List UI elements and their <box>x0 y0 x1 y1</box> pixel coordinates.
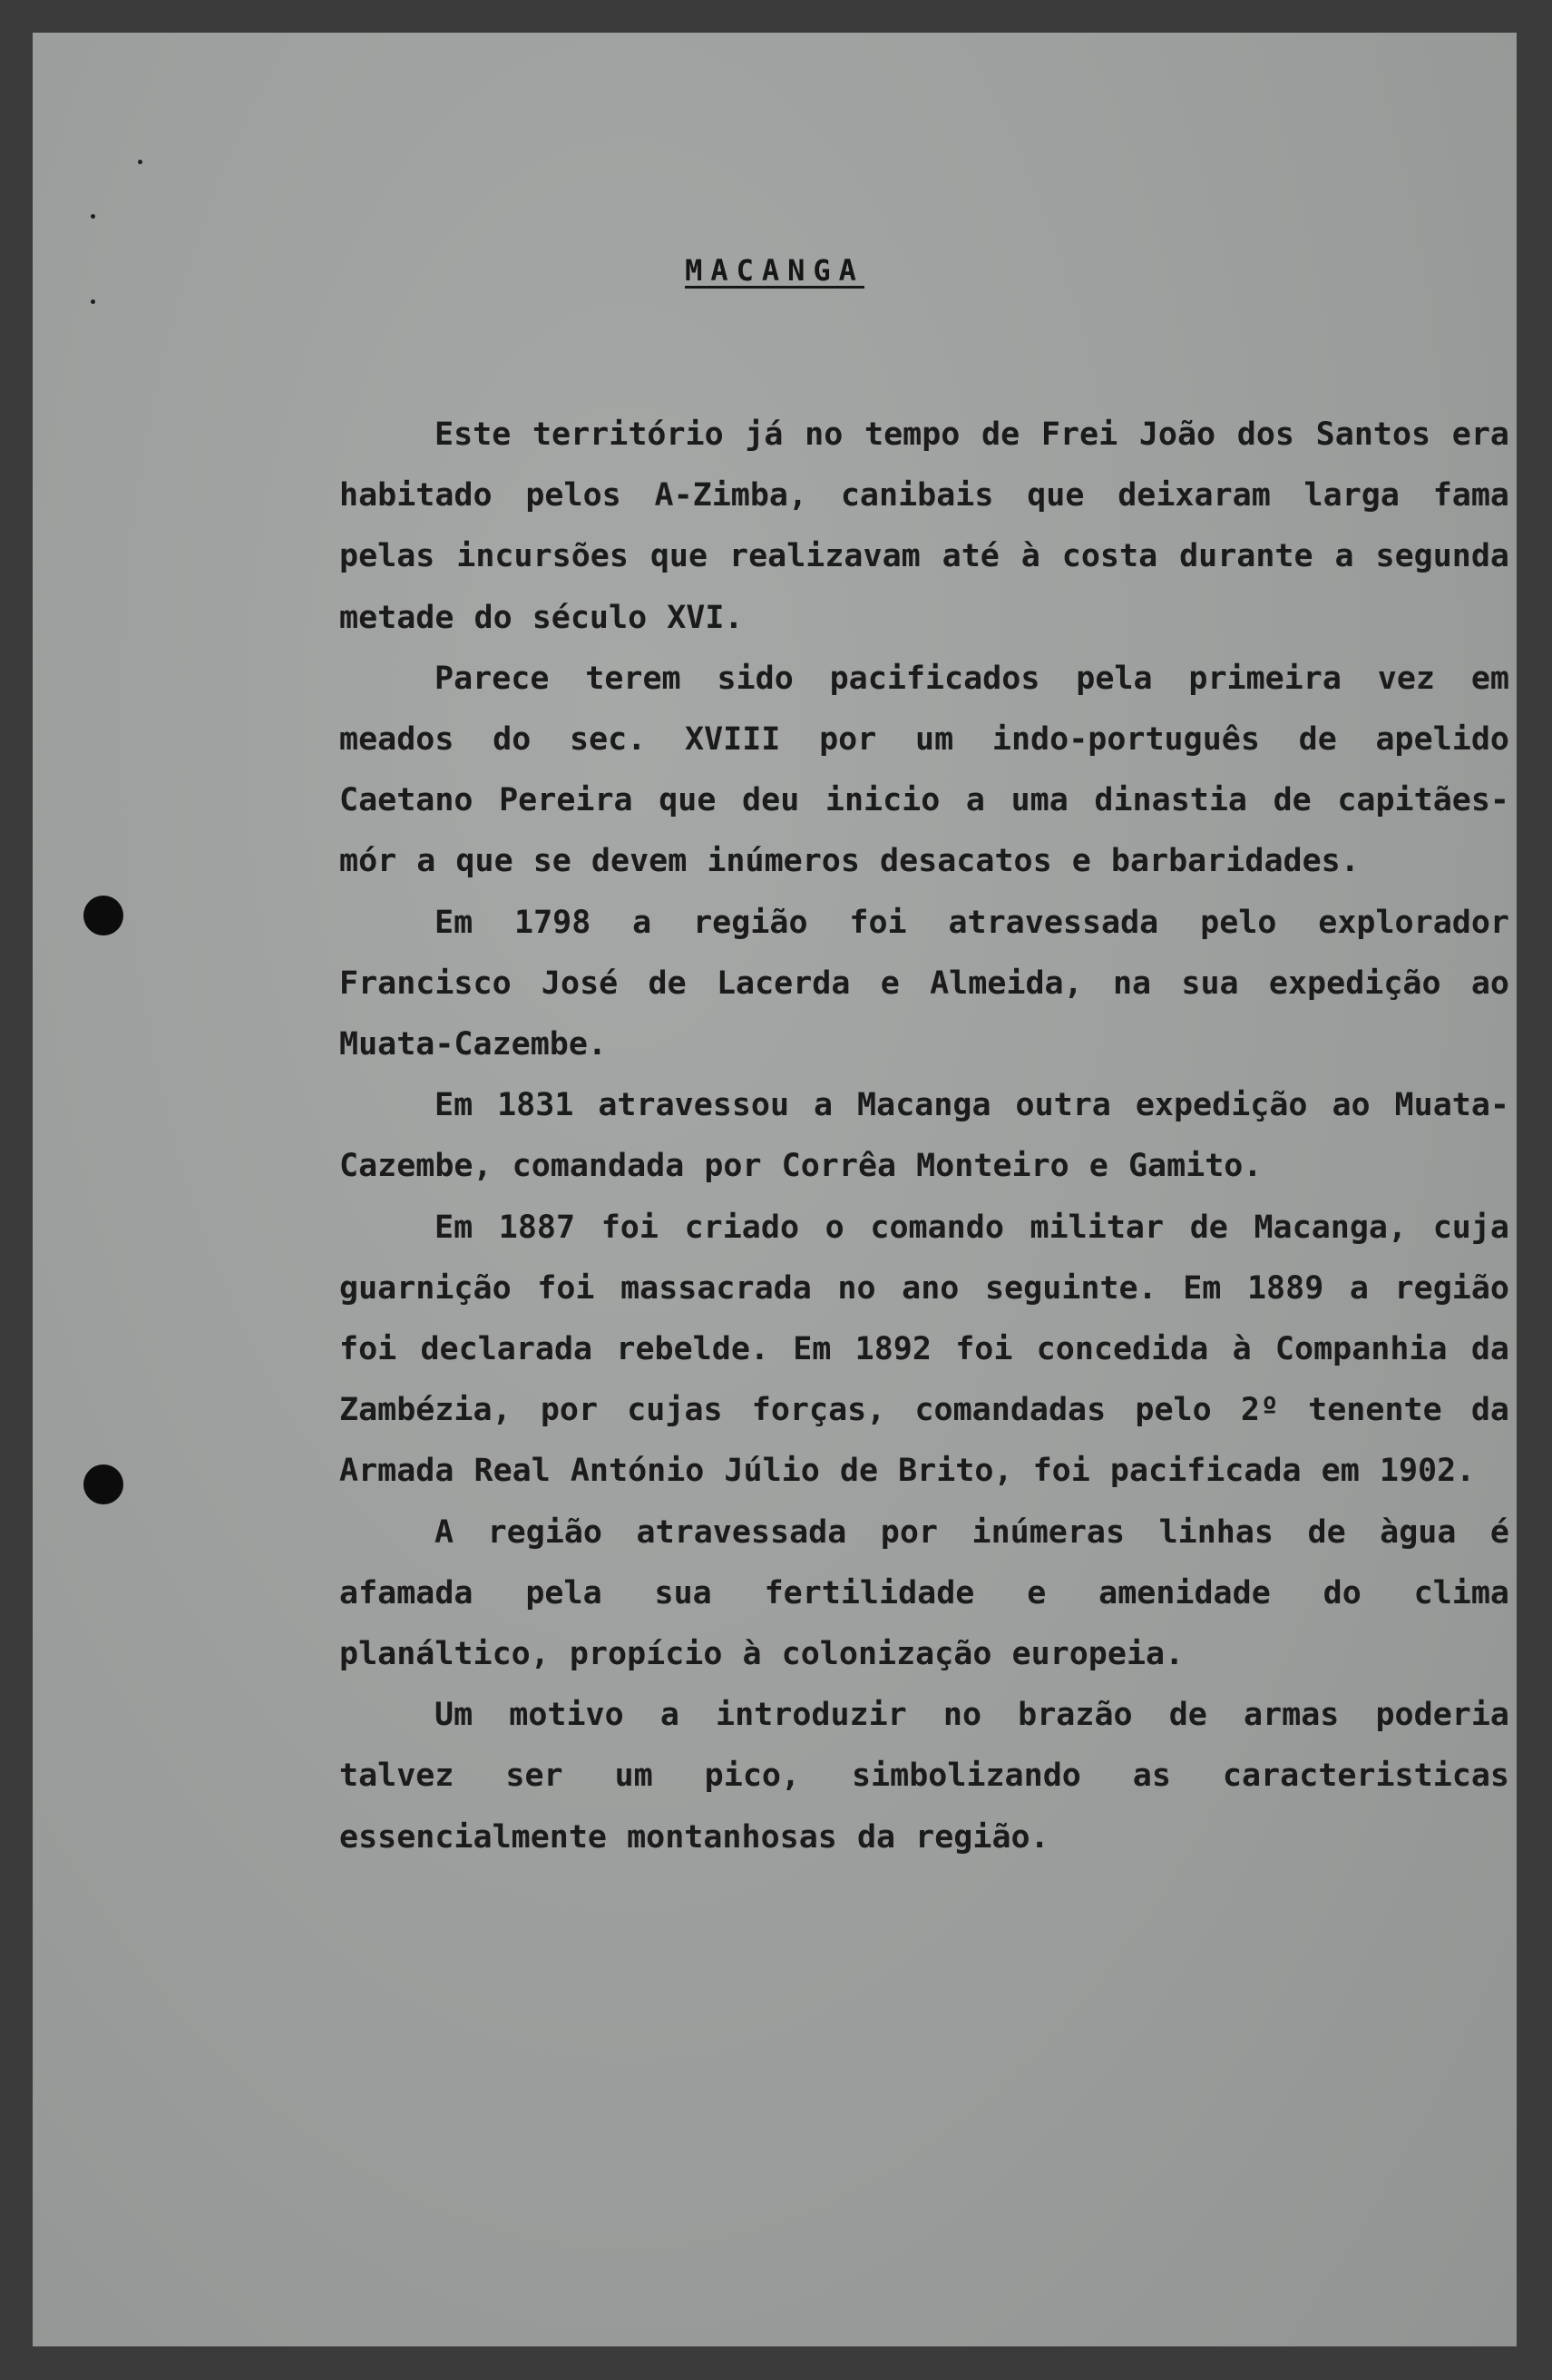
punch-hole-bottom <box>83 1464 123 1504</box>
paper-speck <box>91 214 95 219</box>
paper-speck <box>138 160 142 164</box>
paragraph-3: Em 1798 a região foi atravessada pelo explorador Francisco José de Lacerda e Almeida, na sua expedição ao Muata-Cazembe. <box>339 904 1509 1063</box>
paragraph-2: Parece terem sido pacificados pela primeira vez em meados do sec. XVIII por um indo-português de apelido Caetano Pereira que deu inicio a uma dinastia de capitães-mór a que se devem inúmeros desacatos e barbaridades. <box>339 660 1509 880</box>
paragraph-4: Em 1831 atravessou a Macanga outra expedição ao Muata-Cazembe, comandada por Corrêa Monteiro e Gamito. <box>339 1087 1509 1185</box>
paragraph-1: Este território já no tempo de Frei João dos Santos era habitado pelos A-Zimba, canibais que deixaram larga fama pelas incursões que realizavam até à costa durante a segunda metade do século XVI. <box>339 416 1509 636</box>
document-page <box>33 33 1517 2346</box>
paragraph-5: Em 1887 foi criado o comando militar de Macanga, cuja guarnição foi massacrada no ano seguinte. Em 1889 a região foi declarada rebelde. Em 1892 foi concedida à Companhia da Zambézia, por cujas forças, comandadas pelo 2º tenente da Armada Real António Júlio de Brito, foi pacificada em 1902. <box>339 1209 1509 1490</box>
paper-speck <box>91 299 95 304</box>
paragraph-7: Um motivo a introduzir no brazão de armas poderia talvez ser um pico, simbolizando as caracteristicas essencialmente montanhosas da região. <box>339 1697 1509 1856</box>
punch-hole-top <box>83 896 123 935</box>
document-body <box>339 405 1509 1868</box>
document-title: MACANGA <box>685 253 864 288</box>
paragraph-6: A região atravessada por inúmeras linhas de àgua é afamada pela sua fertilidade e amenidade do clima planáltico, propício à colonização europeia. <box>339 1513 1509 1673</box>
